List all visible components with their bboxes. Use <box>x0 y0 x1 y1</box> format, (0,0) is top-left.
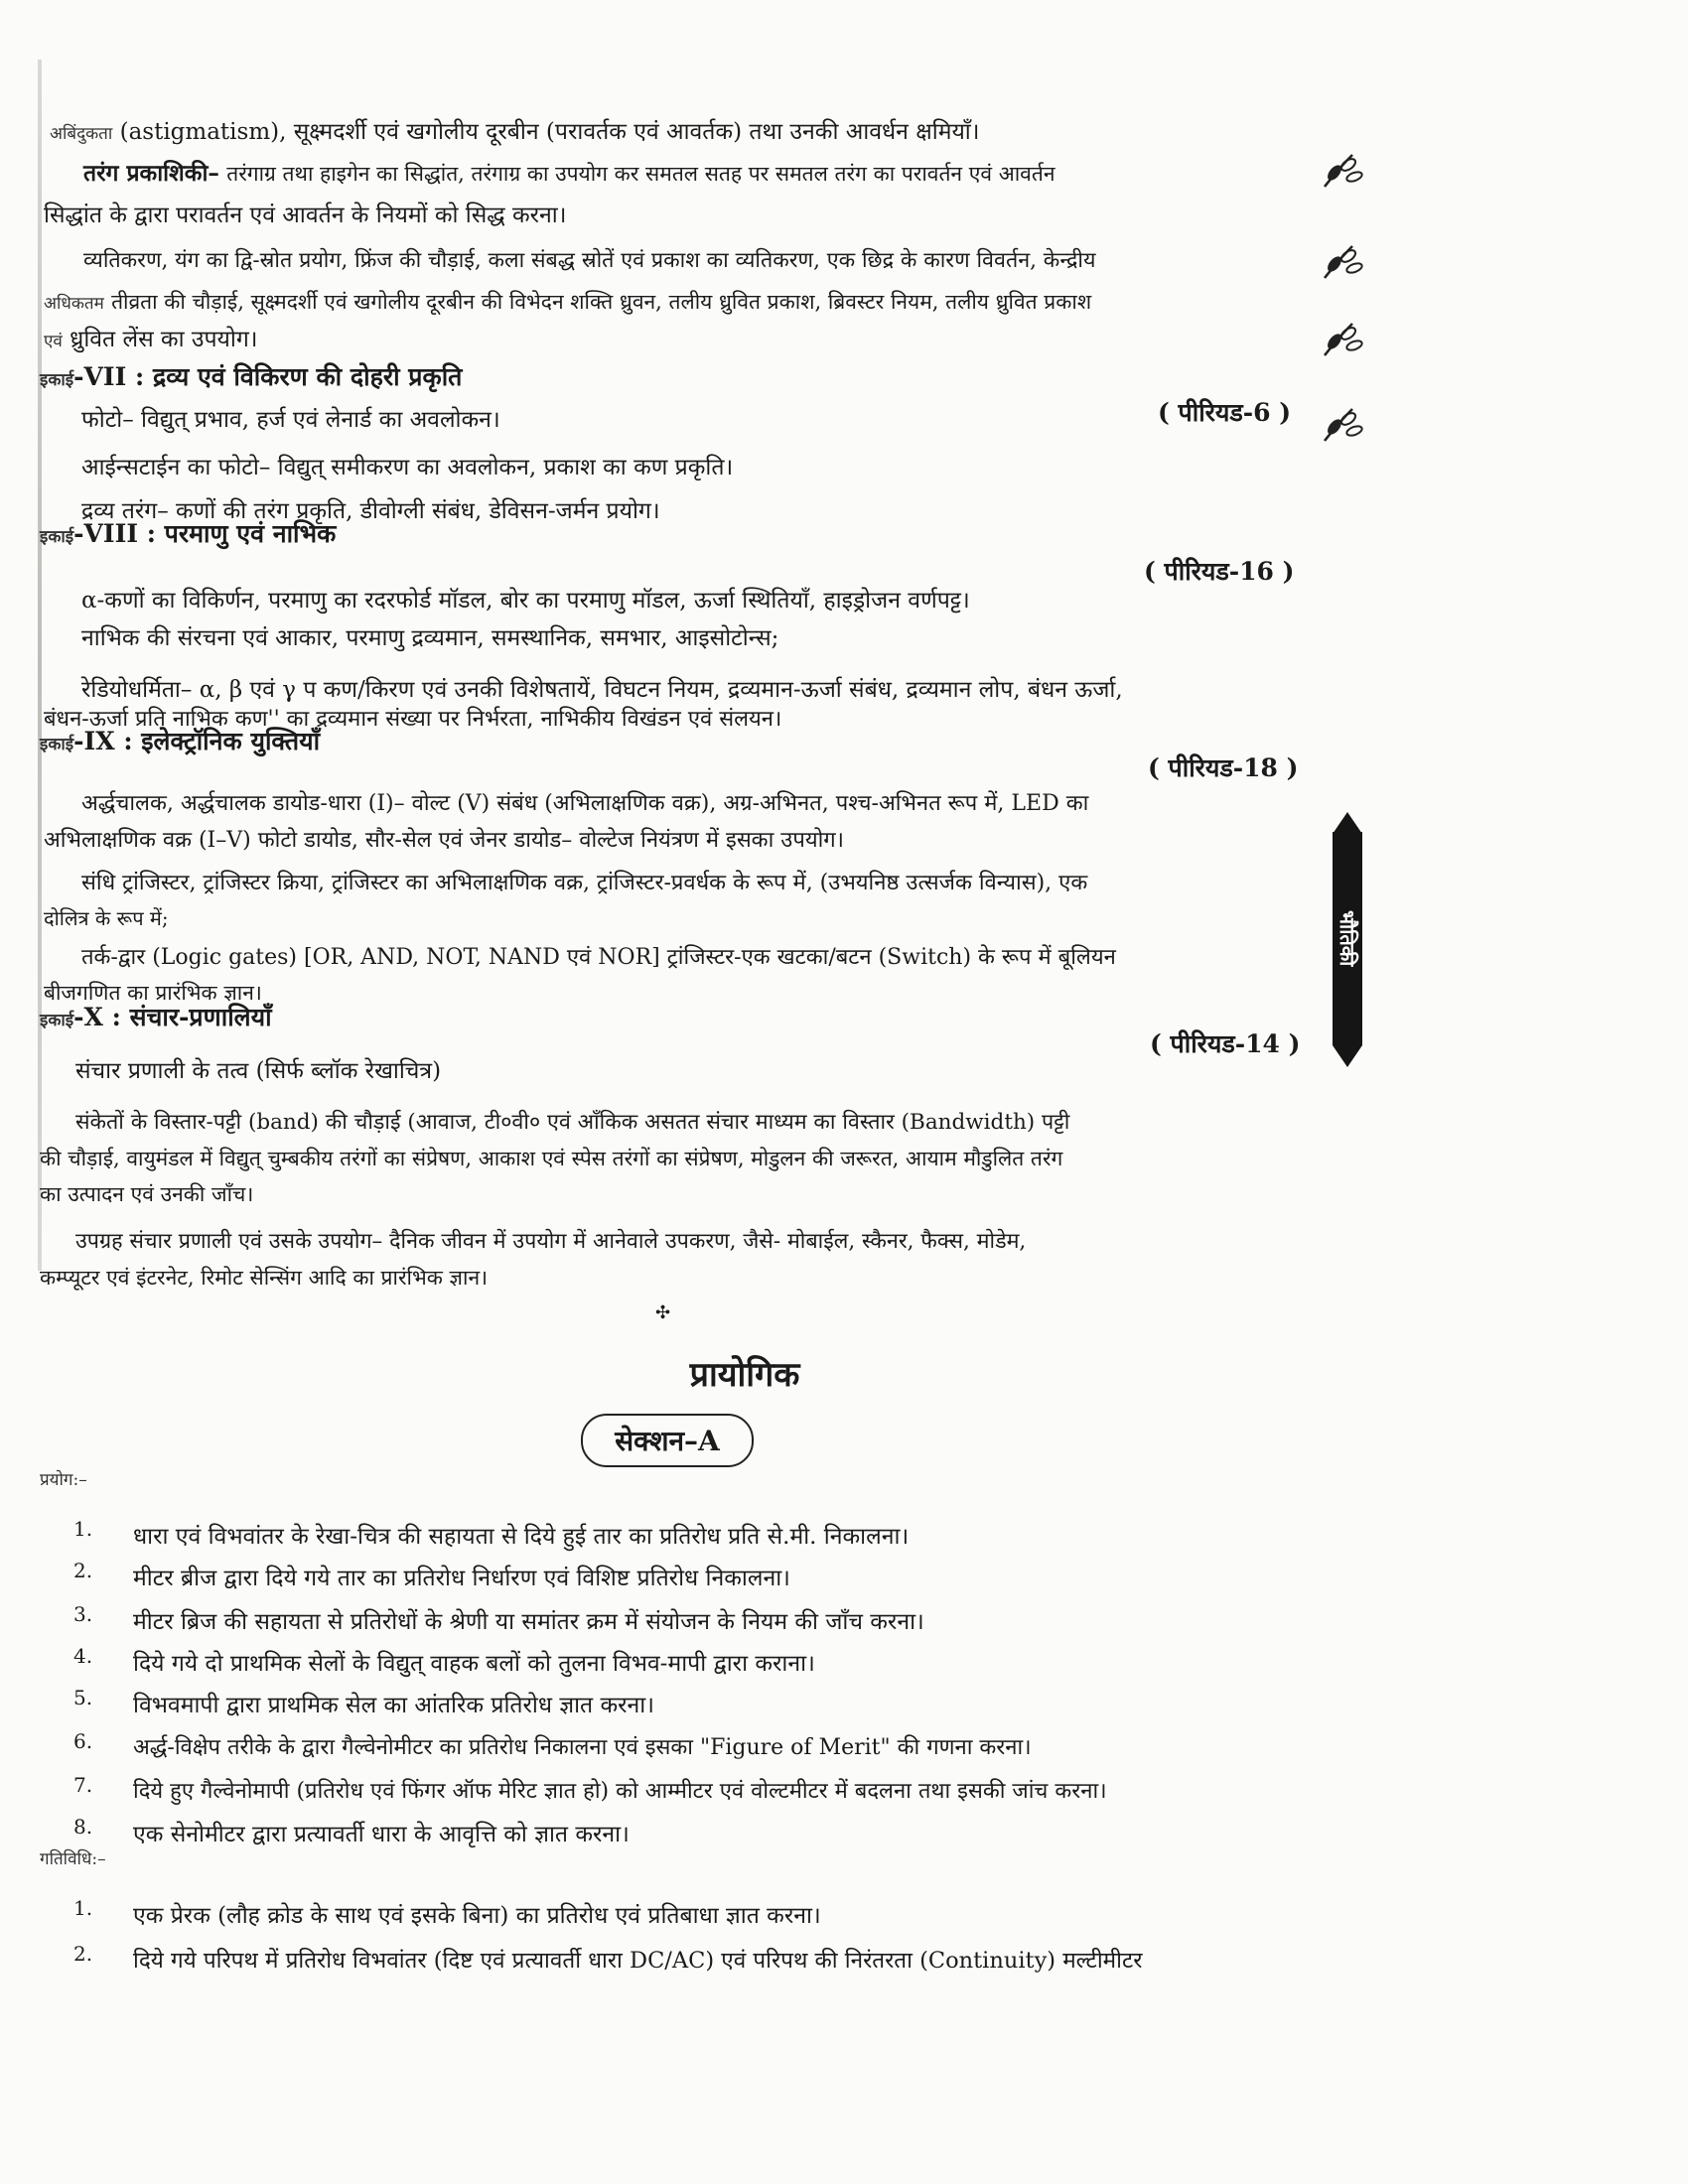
activity-item: दिये गये परिपथ में प्रतिरोध विभवांतर (दिष्ट एवं प्रत्यावर्ती धारा DC/AC) एवं परिपथ की निरंतरता (Continuity) मल्टीमीटर <box>133 1948 1143 1974</box>
experiment-item: एक सेनोमीटर द्वारा प्रत्यावर्ती धारा के आवृत्ति को ज्ञात करना। <box>133 1822 630 1847</box>
unit-10-line-3: की चौड़ाई, वायुमंडल में विद्युत् चुम्बकीय तरंगों का संप्रेषण, आकाश एवं स्पेस तरंगों का संप्रेषण, मोडुलन की जरूरत, आयाम मौडुलित तरंग <box>40 1147 1063 1170</box>
experiment-item: मीटर ब्रीज द्वारा दिये गये तार का प्रतिरोध निर्धारण एवं विशिष्ट प्रतिरोध निकालना। <box>133 1566 790 1591</box>
line-fragment: अधिकतम <box>44 294 104 314</box>
exp-num: 7. <box>73 1773 93 1797</box>
unit-8-heading <box>40 519 336 552</box>
leaf-ornament-icon <box>1319 147 1366 195</box>
heading-prefix: इकाई <box>40 735 74 754</box>
unit-10-period: ( पीरियड-14 ) <box>1150 1029 1301 1058</box>
exp-num: 4. <box>73 1644 93 1668</box>
exp-num: 6. <box>73 1729 93 1753</box>
unit-8-line-2-visible: नाभिक की संरचना एवं आकार, परमाणु द्रव्यमान, समस्थानिक, समभार, आइसोटोन्स; <box>81 625 779 651</box>
unit-10-line-4: का उत्पादन एवं उनकी जाँच। <box>40 1182 254 1206</box>
optics-line-1 <box>50 117 979 149</box>
unit-10-line-5 <box>75 1227 1026 1257</box>
heading-text: -VIII : परमाणु एवं नाभिक <box>73 519 337 548</box>
optics-line-4 <box>83 245 1095 276</box>
unit-7-line-1: फोटो– विद्युत् प्रभाव, हर्ज एवं लेनार्ड का अवलोकन। <box>81 407 500 433</box>
heading-text: -X : संचार-प्रणालियाँ <box>73 1003 272 1031</box>
unit-7-heading <box>40 362 462 395</box>
side-tab-label: भौतिकी <box>1336 909 1359 967</box>
experiment-item: मीटर ब्रिज की सहायता से प्रतिरोधों के श्रेणी या समांतर क्रम में संयोजन के नियम की जाँच करना। <box>133 1609 924 1635</box>
unit-10-line-2: संकेतों के विस्तार-पट्टी (band) की चौड़ाई (आवाज, टी०वी० एवं आँकिक असतत संचार माध्यम का विस्तार (Bandwidth) पट्टी <box>75 1110 1070 1135</box>
unit-7-line-2: आईन्सटाईन का फोटो– विद्युत् समीकरण का अवलोकन, प्रकाश का कण प्रकृति। <box>81 455 734 480</box>
exp-num: 1. <box>73 1517 93 1541</box>
line-fragment: अबिंदुकता <box>50 124 113 144</box>
unit-9-period: ( पीरियड-18 ) <box>1148 753 1299 782</box>
exp-num: 5. <box>73 1686 93 1709</box>
line-text: सिद्धांत के द्वारा परावर्तन एवं आवर्तन के नियमों को सिद्ध करना। <box>44 203 567 228</box>
unit-8-line-1: α-कणों का विकिर्णन, परमाणु का रदरफोर्ड मॉडल, बोर का परमाणु मॉडल, ऊर्जा स्थितियाँ, हाइड्रोजन वर्णपट्ट। <box>81 588 970 614</box>
line-text: ध्रुवित लेंस का उपयोग। <box>70 327 258 352</box>
experiment-item: अर्द्ध-विक्षेप तरीके के द्वारा गैल्वेनोमीटर का प्रतिरोध निकालना एवं इसका "Figure of Merit" की गणना करना। <box>133 1735 1032 1760</box>
side-tab-tip-top <box>1333 812 1362 834</box>
wave-optics-line <box>83 159 1055 189</box>
line-fragment: एवं <box>44 332 63 351</box>
exp-num: 3. <box>73 1602 93 1626</box>
wave-optics-text: तरंगाग्र तथा हाइगेन का सिद्धांत, तरंगाग्र का उपयोग कर समतल सतह पर समतल तरंग का परावर्तन एवं आवर्तन <box>226 162 1055 186</box>
exp-num: 2. <box>73 1559 93 1582</box>
experiment-item: दिये हुए गैल्वेनोमापी (प्रतिरोध एवं फिंगर ऑफ मेरिट ज्ञात हो) को आम्मीटर एवं वोल्टमीटर में बदलना तथा इसकी जांच करना। <box>133 1779 1107 1804</box>
unit-8-line-4: बंधन-ऊर्जा प्रति नाभिक कण'' का द्रव्यमान संख्या पर निर्भरता, नाभिकीय विखंडन एवं संलयन। <box>44 707 782 732</box>
exp-num: 8. <box>73 1815 93 1839</box>
practical-title: प्रायोगिक <box>689 1355 800 1395</box>
heading-prefix: इकाई <box>40 370 74 390</box>
activity-num: 2. <box>73 1942 93 1966</box>
leaf-ornament-icon <box>1319 401 1366 449</box>
side-tab-tip-bottom <box>1333 1045 1362 1067</box>
line-text: व्यतिकरण, यंग का द्वि-स्रोत प्रयोग, फ्रिंज की चौड़ाई, कला संबद्ध स्रोतें एवं प्रकाश का व्यतिकरण, एक छिद्र के कारण विवर्तन, केन्द्रीय <box>83 248 1096 273</box>
unit-7-period: ( पीरियड-6 ) <box>1158 398 1292 427</box>
unit-10-line-6: कम्प्यूटर एवं इंटरनेट, रिमोट सेन्सिंग आदि का प्रारंभिक ज्ञान। <box>40 1266 489 1290</box>
divider-ornament: ✣ <box>655 1302 671 1323</box>
unit-9-line-1: अर्द्धचालक, अर्द्धचालक डायोड-धारा (I)– वोल्ट (V) संबंध (अभिलाक्षणिक वक्र), अग्र-अभिनत, पश्च-अभिनत रूप में, LED का <box>81 791 1089 816</box>
unit-9-heading <box>40 727 320 759</box>
binding-edge <box>38 60 42 1271</box>
unit-7-line-3: द्रव्य तरंग– कणों की तरंग प्रकृति, डीवोग्ली संबंध, डेविसन-जर्मन प्रयोग। <box>81 498 660 524</box>
unit-9-line-4: दोलित्र के रूप में; <box>44 906 169 930</box>
section-badge <box>581 1414 754 1467</box>
activity-item: एक प्रेरक (लौह क्रोड के साथ एवं इसके बिना) का प्रतिरोध एवं प्रतिबाधा ज्ञात करना। <box>133 1903 821 1929</box>
optics-line-6 <box>44 325 258 356</box>
experiments-label: प्रयोग:– <box>40 1470 87 1490</box>
unit-8-period: ( पीरियड-16 ) <box>1144 557 1295 586</box>
unit-9-line-3: संधि ट्रांजिस्टर, ट्रांजिस्टर क्रिया, ट्रांजिस्टर का अभिलाक्षणिक वक्र, ट्रांजिस्टर-प्रवर्धक के रूप में, (उभयनिष्ठ उत्सर्जक विन्यास), एक <box>81 871 1088 895</box>
unit-9-line-5: तर्क-द्वार (Logic gates) [OR, AND, NOT, NAND एवं NOR] ट्रांजिस्टर-एक खटका/बटन (Switch) के रूप में बूलियन <box>81 945 1116 970</box>
activity-num: 1. <box>73 1896 93 1920</box>
unit-9-line-2: अभिलाक्षणिक वक्र (I–V) फोटो डायोड, सौर-सेल एवं जेनर डायोड– वोल्टेज नियंत्रण में इसका उपयोग। <box>44 828 845 853</box>
experiment-item: धारा एवं विभवांतर के रेखा-चित्र की सहायता से दिये हुई तार का प्रतिरोध प्रति से.मी. निकालना। <box>133 1524 910 1550</box>
leaf-ornament-icon <box>1319 238 1366 286</box>
heading-text: -VII : द्रव्य एवं विकिरण की दोहरी प्रकृति <box>73 362 463 391</box>
wave-optics-label: तरंग प्रकाशिकी– <box>83 160 219 187</box>
section-label: सेक्शन–A <box>615 1425 720 1457</box>
heading-prefix: इकाई <box>40 527 74 547</box>
unit-10-heading <box>40 1003 272 1035</box>
line-text: (astigmatism), सूक्ष्मदर्शी एवं खगोलीय दूरबीन (परावर्तक एवं आवर्तक) तथा उनकी आवर्धन क्षमियाँ। <box>119 119 980 145</box>
unit-8-line-3: रेडियोधर्मिता– α, β एवं γ प कण/किरण एवं उनकी विशेषतायें, विघटन नियम, द्रव्यमान-ऊर्जा संबंध, द्रव्यमान लोप, बंधन ऊर्जा, <box>81 677 1123 703</box>
experiment-item: विभवमापी द्वारा प्राथमिक सेल का आंतरिक प्रतिरोध ज्ञात करना। <box>133 1693 654 1718</box>
optics-line-5 <box>44 287 1091 319</box>
line-text: तीव्रता की चौड़ाई, सूक्ष्मदर्शी एवं खगोलीय दूरबीन की विभेदन शक्ति ध्रुवन, तलीय ध्रुवित प्रकाश, ब्रिवस्टर नियम, तलीय ध्रुवित प्रकाश <box>111 290 1092 314</box>
heading-prefix: इकाई <box>40 1011 74 1030</box>
unit-10-line-1: संचार प्रणाली के तत्व (सिर्फ ब्लॉक रेखाचित्र) <box>75 1058 442 1084</box>
leaf-ornament-icon <box>1319 316 1366 363</box>
unit-10-line-5-text: उपग्रह संचार प्रणाली एवं उसके उपयोग– दैनिक जीवन में उपयोग में आनेवाले उपकरण, जैसे- मोबाईल, स्कैनर, फैक्स, मोडेम, <box>75 1229 1027 1254</box>
heading-text: -IX : इलेक्ट्रॉनिक युक्तियाँ <box>73 727 321 755</box>
optics-line-3 <box>44 201 567 230</box>
activities-label: गतिविधि:– <box>40 1849 106 1869</box>
unit-9-line-6: बीजगणित का प्रारंभिक ज्ञान। <box>44 981 262 1005</box>
experiment-item: दिये गये दो प्राथमिक सेलों के विद्युत् वाहक बलों को तुलना विभव-मापी द्वारा कराना। <box>133 1651 815 1677</box>
